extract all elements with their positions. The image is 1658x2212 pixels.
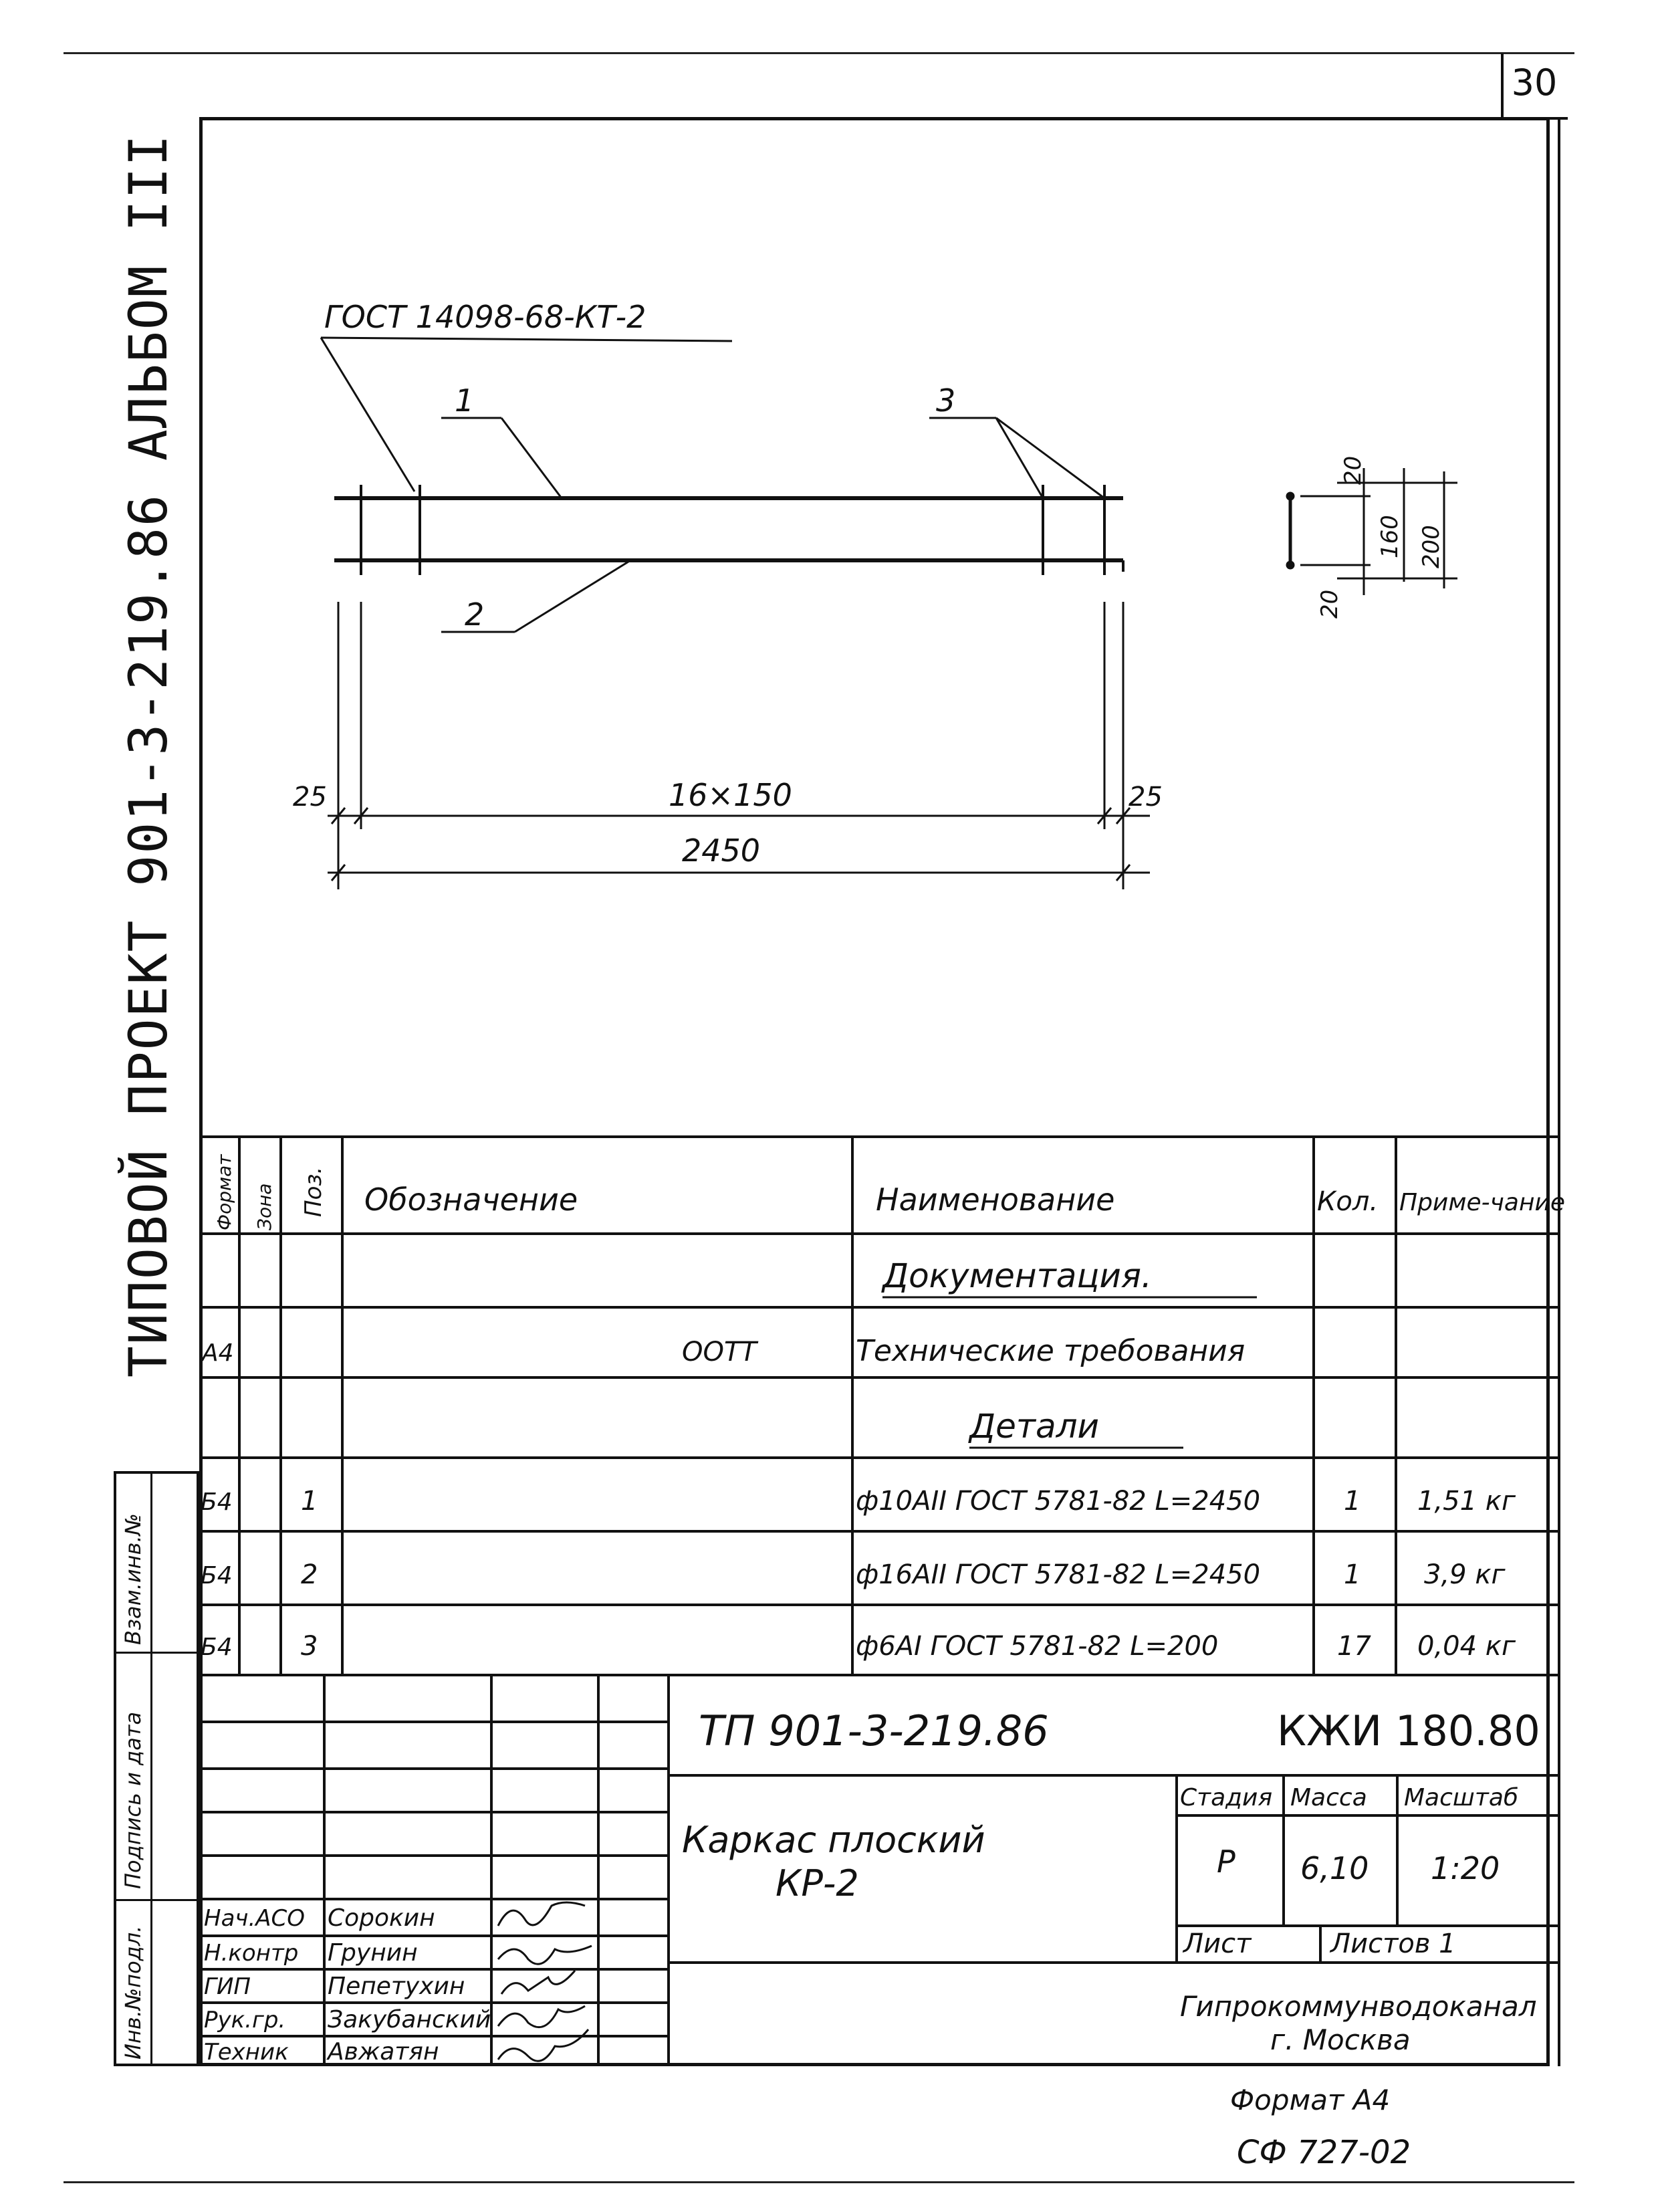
sheets-label: Листов 1 <box>1330 1928 1456 1959</box>
pos2-label: 2 <box>465 596 485 633</box>
sig-role-1: Нач.АСО <box>204 1905 306 1932</box>
sig-name-5: Авжатян <box>328 2038 439 2066</box>
sig-name-2: Грунин <box>328 1939 418 1967</box>
mass-label: Масса <box>1290 1784 1367 1811</box>
dim-total-label: 2450 <box>682 833 761 869</box>
row4-name: ф16АII ГОСТ 5781-82 L=2450 <box>856 1559 1261 1590</box>
stamp-label-inv: Инв.№подл. <box>120 1925 146 2060</box>
row2-name: Детали <box>969 1407 1100 1446</box>
header-name: Наименование <box>876 1182 1115 1218</box>
project-number: ТП 901-3-219.86 <box>699 1706 1049 1755</box>
row1-name: Технические требования <box>856 1334 1246 1368</box>
header-zone: Зона <box>253 1183 275 1230</box>
header-format: Формат <box>213 1154 235 1230</box>
org-line2: г. Москва <box>1270 2023 1411 2056</box>
sheet-label: Лист <box>1183 1928 1252 1959</box>
dim-left-label: 25 <box>293 782 327 812</box>
row5-format: Б4 <box>201 1634 233 1661</box>
sig-role-5: Техник <box>204 2039 289 2066</box>
row3-pos: 1 <box>301 1486 318 1517</box>
row5-note: 0,04 кг <box>1417 1631 1516 1662</box>
header-pos: Поз. <box>300 1166 327 1217</box>
section-dim-total: 200 <box>1418 525 1445 568</box>
row5-qty: 17 <box>1337 1631 1371 1662</box>
sig-role-3: ГИП <box>204 1973 251 2000</box>
sig-name-3: Пепетухин <box>328 1973 465 2000</box>
row1-designation: ООТТ <box>682 1337 757 1367</box>
section-dim-mid: 160 <box>1377 515 1403 558</box>
header-qty: Кол. <box>1317 1186 1379 1217</box>
pos1-label: 1 <box>455 382 475 419</box>
dim-step-label: 16×150 <box>669 777 792 813</box>
header-note: Приме-чание <box>1399 1189 1566 1216</box>
bottom-code: СФ 727-02 <box>1237 2134 1411 2171</box>
stage-value: Р <box>1217 1844 1235 1880</box>
pos3-label: 3 <box>936 382 956 419</box>
section-dim-bottom: 20 <box>1316 589 1343 619</box>
org-line1: Гипрокоммунводоканал <box>1180 1990 1537 2023</box>
row3-name: ф10АII ГОСТ 5781-82 L=2450 <box>856 1486 1261 1517</box>
row5-pos: 3 <box>301 1631 318 1662</box>
row4-format: Б4 <box>201 1562 233 1589</box>
row0-name: Документация. <box>882 1256 1152 1295</box>
format-note: Формат А4 <box>1230 2084 1391 2116</box>
side-title: ТИПОВОЙ ПРОЕКТ 901-3-219.86 АЛЬБОМ III <box>119 133 179 1377</box>
stage-label: Стадия <box>1180 1784 1273 1811</box>
section-dim-top: 20 <box>1340 455 1367 485</box>
row3-format: Б4 <box>201 1488 233 1516</box>
document-code: КЖИ 180.80 <box>1277 1706 1540 1755</box>
dim-right-label: 25 <box>1129 782 1163 812</box>
stamp-label-sign: Подпись и дата <box>120 1711 146 1889</box>
row5-name: ф6АI ГОСТ 5781-82 L=200 <box>856 1631 1219 1662</box>
row1-format: А4 <box>202 1339 234 1367</box>
header-designation: Обозначение <box>364 1182 578 1218</box>
sig-name-1: Сорокин <box>328 1904 435 1932</box>
row4-pos: 2 <box>301 1559 318 1590</box>
row3-qty: 1 <box>1344 1486 1361 1517</box>
page-number: 30 <box>1511 62 1558 104</box>
row3-note: 1,51 кг <box>1417 1486 1516 1517</box>
leader-standard-text: ГОСТ 14098-68-КТ-2 <box>324 299 646 335</box>
sig-name-4: Закубанский <box>328 2006 491 2033</box>
item-name-line2: КР-2 <box>776 1862 859 1904</box>
row4-qty: 1 <box>1344 1559 1361 1590</box>
sig-role-4: Рук.гр. <box>204 2007 286 2033</box>
item-name-line1: Каркас плоский <box>682 1819 985 1861</box>
scale-label: Масштаб <box>1404 1784 1519 1811</box>
stamp-label-replace: Взам.инв.№ <box>120 1513 146 1645</box>
row4-note: 3,9 кг <box>1424 1559 1506 1590</box>
scale-value: 1:20 <box>1431 1850 1500 1886</box>
mass-value: 6,10 <box>1300 1850 1369 1886</box>
sig-role-2: Н.контр <box>204 1940 299 1967</box>
